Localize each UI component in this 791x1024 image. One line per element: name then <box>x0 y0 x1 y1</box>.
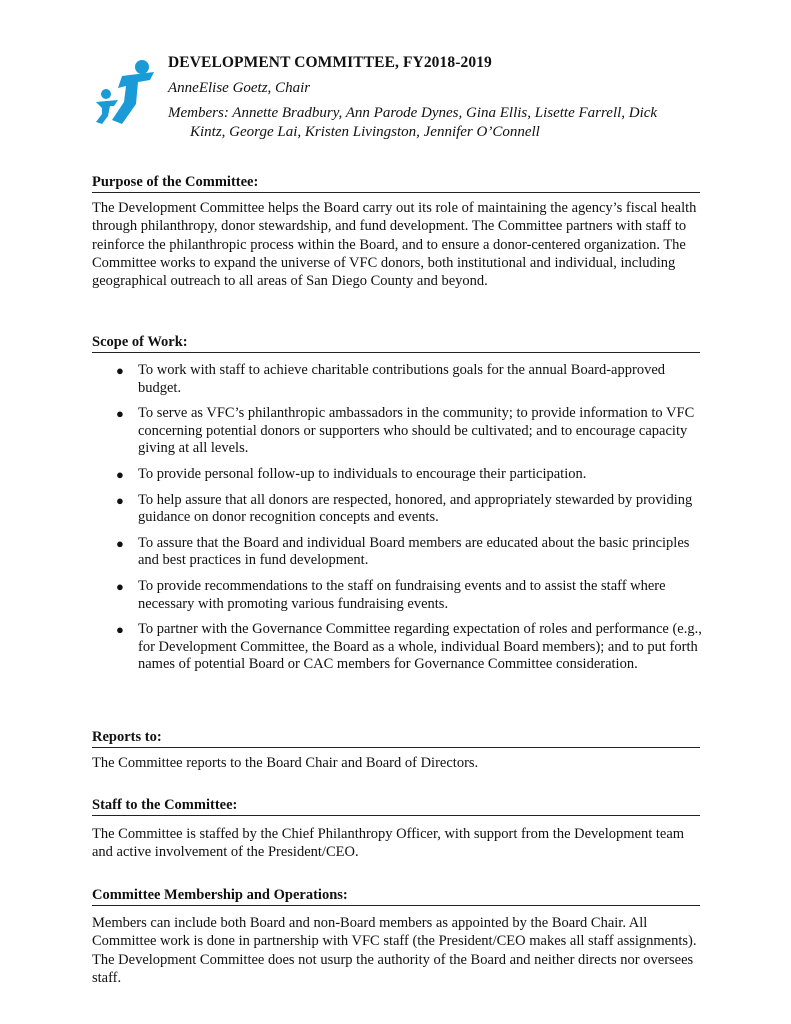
bullet-icon: ● <box>116 406 124 422</box>
bullet-icon: ● <box>116 492 124 508</box>
list-item <box>92 492 704 527</box>
scope-heading: Scope of Work: <box>92 334 700 353</box>
bullet-icon: ● <box>116 578 124 594</box>
purpose-text: The Development Committee helps the Board carry out its role of maintaining the agency’s fiscal health through philanthropy, donor stewardship, and fund development. The Committee partners with staff to reinforce the philanthropic process within the Board, and to ensure a donor-centered organization. The Committee works to expand the universe of VFC donors, both institutional and individual, including geographical outreach to all areas of San Diego County and beyond. <box>92 200 697 290</box>
staff-text: The Committee is staffed by the Chief Philanthropy Officer, with support from the Development team and active involvement of the President/CEO. <box>92 826 685 861</box>
list-item <box>92 535 704 570</box>
scope-item-text: To assure that the Board and individual Board members are educated about the basic principles and best practices in fund development. <box>138 534 690 569</box>
list-item <box>92 621 704 674</box>
scope-item-text: To serve as VFC’s philanthropic ambassadors in the community; to provide information to VFC concerning potential donors or supporters who should be cultivated; and to encourage capacity giving at all levels. <box>138 405 695 457</box>
bullet-icon: ● <box>116 363 124 378</box>
reports-text: The Committee reports to the Board Chair and Board of Directors. <box>92 755 479 771</box>
scope-item-text: To provide personal follow-up to individuals to encourage their participation. <box>138 465 587 482</box>
list-item <box>92 405 704 458</box>
document-title: DEVELOPMENT COMMITTEE, FY2018-2019 <box>168 54 492 71</box>
scope-item-text: To help assure that all donors are respected, honored, and appropriately stewarded by providing guidance on donor recognition concepts and events. <box>138 491 693 526</box>
membership-text: Members can include both Board and non-Board members as appointed by the Board Chair. All Committee work is done in partnership with VFC staff (the President/CEO makes all staff assignments). The Development Committee does not usurp the authority of the Board and neither directs nor oversees staff. <box>92 915 697 986</box>
members-list: Members: Annette Bradbury, Ann Parode Dynes, Gina Ellis, Lisette Farrell, Dick Kintz, George Lai, Kristen Livingston, Jennifer O’Connell <box>168 105 658 140</box>
reports-heading: Reports to: <box>92 729 700 748</box>
bullet-icon: ● <box>116 622 124 638</box>
scope-item-text: To partner with the Governance Committee regarding expectation of roles and performance (e.g., for Development Committee, the Board as a whole, individual Board members); and to put forth names of potential Board or CAC members for Governance Committee consideration. <box>138 621 702 673</box>
bullet-icon: ● <box>116 466 124 482</box>
family-logo-icon <box>92 58 162 126</box>
membership-heading: Committee Membership and Operations: <box>92 887 700 906</box>
scope-item-text: To work with staff to achieve charitable contributions goals for the annual Board-approved budget. <box>138 362 665 396</box>
staff-heading: Staff to the Committee: <box>92 797 700 816</box>
bullet-icon: ● <box>116 535 124 551</box>
committee-members <box>168 104 688 142</box>
committee-chair: AnneElise Goetz, Chair <box>168 80 311 96</box>
list-item <box>92 466 704 484</box>
scope-item-text: To provide recommendations to the staff on fundraising events and to assist the staff where necessary with promoting various fundraising events. <box>138 577 666 612</box>
list-item <box>92 362 704 397</box>
scope-list <box>92 362 704 682</box>
purpose-heading: Purpose of the Committee: <box>92 174 700 193</box>
list-item <box>92 578 704 613</box>
